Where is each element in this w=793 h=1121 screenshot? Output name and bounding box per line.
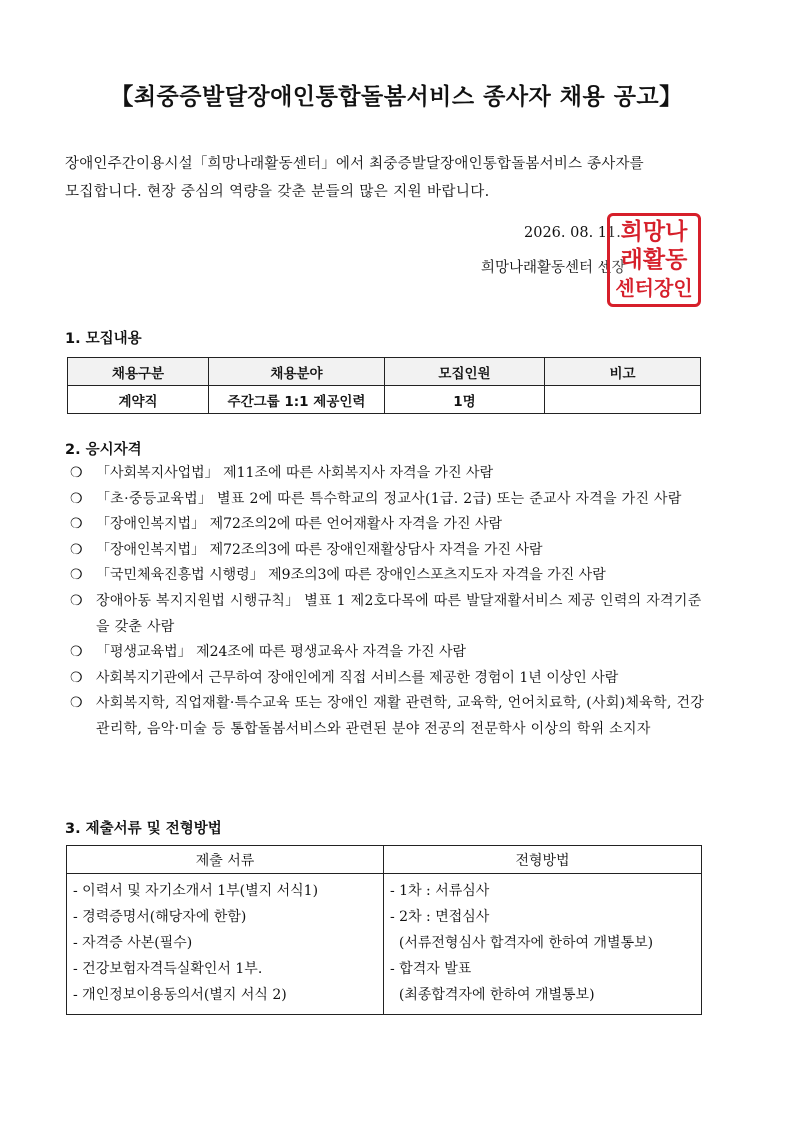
seal-line-3: 센터장인: [615, 276, 693, 300]
circle-bullet-icon: ❍: [70, 695, 83, 712]
documents-table: [66, 845, 702, 1015]
header-cell: 제출 서류: [67, 846, 384, 874]
method-item: - 2차 : 면접심사: [390, 909, 490, 925]
list-item: [70, 589, 710, 640]
circle-bullet-icon: ❍: [70, 669, 83, 686]
list-item-text: 장애아동 복지지원법 시행규칙」 별표 1 제2호다목에 따른 발달재활서비스 제공 인력의 자격기준을 갖춘 사람: [96, 592, 702, 635]
header-cell: 채용분야: [209, 358, 385, 386]
method-item: (최종합격자에 한하여 개별통보): [390, 987, 595, 1003]
list-item-text: 「장애인복지법」 제72조의2에 따른 언어재활사 자격을 가진 사람: [96, 516, 502, 533]
qualification-list: [70, 461, 710, 743]
section-1-heading: 1. 모집내용: [65, 331, 142, 347]
list-item-text: 「초·중등교육법」 별표 2에 따른 특수학교의 정교사(1급. 2급) 또는 준교사 자격을 가진 사람: [96, 490, 682, 507]
table-header-row: [68, 358, 701, 386]
method-item: - 합격자 발표: [390, 961, 472, 977]
intro-line-1: 장애인주간이용시설「희망나래활동센터」에서 최중증발달장애인통합돌봄서비스 종사자를: [65, 156, 644, 172]
table-row: [68, 386, 701, 414]
document-item: - 건강보험자격득실확인서 1부.: [73, 961, 263, 977]
list-item-text: 사회복지기관에서 근무하여 장애인에게 직접 서비스를 제공한 경험이 1년 이상인 사람: [96, 669, 619, 686]
table-row: [67, 874, 702, 1015]
table-cell: 주간그룹 1:1 제공인력: [209, 386, 385, 414]
list-item: [70, 666, 710, 692]
table-header-row: [67, 846, 702, 874]
methods-cell: [384, 874, 702, 1015]
document-item: - 경력증명서(해당자에 한함): [73, 909, 247, 925]
list-item-text: 「평생교육법」 제24조에 따른 평생교육사 자격을 가진 사람: [96, 644, 467, 661]
method-item: (서류전형심사 합격자에 한하여 개별통보): [390, 935, 654, 951]
list-item-text: 사회복지학, 직업재활·특수교육 또는 장애인 재활 관련학, 교육학, 언어치료학, (사회)체육학, 건강관리학, 음악·미술 등 통합돌봄서비스와 관련된 분야 전공의 전문학사 이상의 학위 소지자: [96, 695, 705, 737]
circle-bullet-icon: ❍: [70, 490, 83, 507]
method-item: - 1차 : 서류심사: [390, 883, 490, 899]
list-item: [70, 538, 710, 564]
seal-line-1: 희망나: [620, 219, 688, 245]
table-cell: 계약직: [68, 386, 209, 414]
header-cell: 채용구분: [68, 358, 209, 386]
document-item: - 개인정보이용동의서(별지 서식 2): [73, 987, 287, 1003]
announcement-date: 2026. 08. 11.: [524, 225, 621, 241]
circle-bullet-icon: ❍: [70, 567, 83, 584]
header-cell: 비고: [545, 358, 701, 386]
list-item-text: 「국민체육진흥법 시행령」 제9조의3에 따른 장애인스포츠지도자 자격을 가진 사람: [96, 567, 606, 584]
list-item: [70, 487, 710, 513]
list-item: [70, 512, 710, 538]
seal-line-2: 래활동: [620, 247, 688, 273]
section-2-heading: 2. 응시자격: [65, 442, 142, 458]
circle-bullet-icon: ❍: [70, 516, 83, 533]
header-cell: 모집인원: [385, 358, 545, 386]
circle-bullet-icon: ❍: [70, 541, 83, 558]
intro-line-2: 모집합니다. 현장 중심의 역량을 갖춘 분들의 많은 지원 바랍니다.: [65, 184, 490, 200]
official-seal-stamp: [607, 213, 701, 307]
document-item: - 자격증 사본(필수): [73, 935, 193, 951]
section-3-heading: 3. 제출서류 및 전형방법: [65, 821, 222, 837]
list-item: [70, 563, 710, 589]
list-item: [70, 640, 710, 666]
documents-cell: [67, 874, 384, 1015]
header-cell: 전형방법: [384, 846, 702, 874]
list-item: [70, 691, 710, 742]
circle-bullet-icon: ❍: [70, 465, 83, 481]
table-cell: 1명: [385, 386, 545, 414]
list-item: [70, 461, 710, 487]
circle-bullet-icon: ❍: [70, 592, 83, 609]
list-item-text: 「장애인복지법」 제72조의3에 따른 장애인재활상담사 자격을 가진 사람: [96, 541, 543, 558]
list-item-text: 「사회복지사업법」 제11조에 따른 사회복지사 자격을 가진 사람: [96, 465, 494, 481]
intro-paragraph: [65, 150, 715, 206]
recruitment-table: [67, 357, 701, 414]
table-cell: [545, 386, 701, 414]
circle-bullet-icon: ❍: [70, 644, 83, 661]
organization-signature: 희망나래활동센터 센장: [481, 260, 626, 276]
page-title: 【최중증발달장애인통합돌봄서비스 종사자 채용 공고】: [110, 84, 683, 110]
document-item: - 이력서 및 자기소개서 1부(별지 서식1): [73, 883, 319, 899]
